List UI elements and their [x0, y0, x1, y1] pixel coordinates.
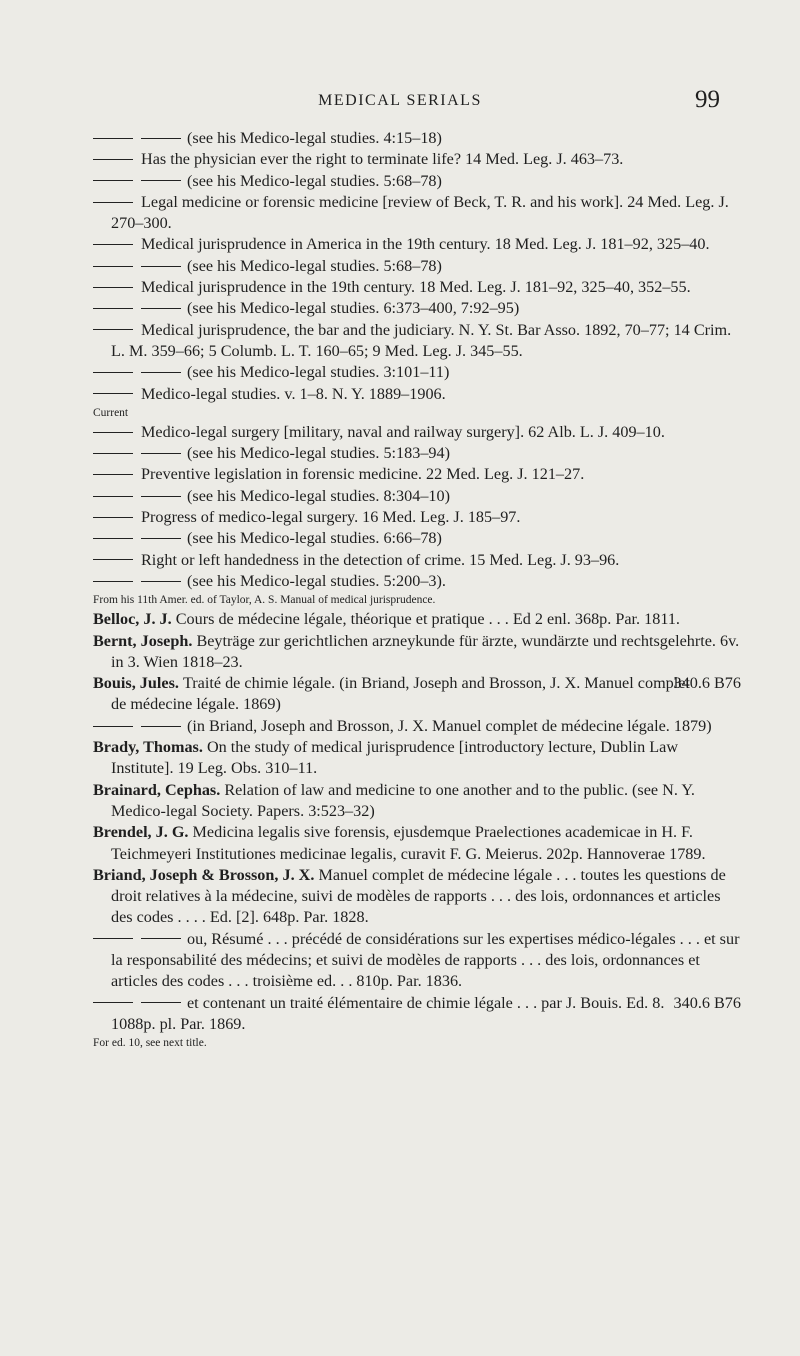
ditto-dash: [93, 329, 133, 330]
running-head: [0, 86, 800, 116]
ditto-dash: [93, 538, 133, 539]
author-name: Bouis, Jules.: [93, 674, 179, 693]
sub-entry: [93, 128, 741, 149]
ditto-dash: [93, 138, 133, 139]
ditto-dash: [141, 938, 181, 939]
ditto-dash: [93, 559, 133, 560]
sub-entry: [93, 234, 741, 255]
ditto-dash: [141, 308, 181, 309]
entry-text: Beyträge zur gerichtlichen arzneykunde für ärzte, wundärzte und rechtsgelehrte. 6v. in 3. Wien 1818–23.: [111, 631, 740, 671]
sub-entry: [93, 256, 741, 277]
ditto-dash: [141, 453, 181, 454]
sub-entry: [93, 528, 741, 549]
sub-entry: [93, 486, 741, 507]
ditto-dash: [141, 726, 181, 727]
sub-entry: [93, 443, 741, 464]
ditto-dash: [93, 287, 133, 288]
ditto-dash: [93, 581, 133, 582]
ditto-dash: [141, 1002, 181, 1003]
author-entry: [93, 865, 741, 929]
entry-note: Current: [93, 406, 129, 419]
ditto-dash: [93, 372, 133, 373]
entry-text: Medicina legalis sive forensis, ejusdemque Praelectiones academicae in H. F. Teichmeyeri Institutiones medicinae legalis, curavit F. G. Meierus. 202p. Hannoverae 1789.: [111, 823, 706, 863]
entry-text: Progress of medico-legal surgery. 16 Med. Leg. J. 185–97.: [141, 508, 521, 527]
bibliography-entries: [93, 128, 741, 1052]
ditto-dash: [93, 202, 133, 203]
sub-entry: [93, 550, 741, 571]
sub-entry: [93, 716, 741, 737]
entry-note: From his 11th Amer. ed. of Taylor, A. S. Manual of medical jurisprudence.: [93, 594, 436, 607]
sub-entry: [93, 362, 741, 383]
entry-note: For ed. 10, see next title.: [93, 1037, 207, 1050]
entry-text: Cours de médecine légale, théorique et pratique . . . Ed 2 enl. 368p. Par. 1811.: [175, 610, 680, 629]
sub-entry: [93, 298, 741, 319]
sub-entry: [93, 384, 741, 405]
ditto-dash: [93, 180, 133, 181]
page-number: 99: [695, 86, 720, 113]
entry-text: Relation of law and medicine to one another and to the public. (see N. Y. Medico-legal Society. Papers. 3:523–32): [111, 780, 695, 820]
ditto-dash: [141, 266, 181, 267]
entry-text: (see his Medico-legal studies. 5:68–78): [187, 256, 442, 275]
ditto-dash: [93, 474, 133, 475]
sub-entry: [93, 507, 741, 528]
running-title: MEDICAL SERIALS: [318, 92, 482, 109]
author-entry: [93, 673, 741, 716]
ditto-dash: [141, 138, 181, 139]
sub-entry: [93, 464, 741, 485]
entry-text: Medical jurisprudence in America in the 19th century. 18 Med. Leg. J. 181–92, 325–40.: [141, 235, 710, 254]
ditto-dash: [93, 308, 133, 309]
sub-entry: [93, 929, 741, 993]
entry-text: (see his Medico-legal studies. 4:15–18): [187, 129, 442, 147]
entry-text: (see his Medico-legal studies. 5:68–78): [187, 171, 442, 190]
sub-entry: [93, 277, 741, 298]
sub-entry: [93, 993, 741, 1036]
entry-text: (see his Medico-legal studies. 8:304–10): [187, 486, 450, 505]
author-name: Bernt, Joseph.: [93, 631, 193, 650]
ditto-dash: [93, 726, 133, 727]
ditto-dash: [93, 393, 133, 394]
sub-entry: [93, 149, 741, 170]
entry-text: Legal medicine or forensic medicine [review of Beck, T. R. and his work]. 24 Med. Leg. J. 270–300.: [111, 192, 729, 233]
ditto-dash: [141, 496, 181, 497]
sub-entry: [93, 171, 741, 192]
author-name: Brainard, Cephas.: [93, 780, 221, 799]
sub-entry: [93, 192, 741, 235]
ditto-dash: [93, 1002, 133, 1003]
author-name: Belloc, J. J.: [93, 610, 172, 629]
ditto-dash: [141, 372, 181, 373]
author-entry: [93, 822, 741, 865]
ditto-dash: [141, 538, 181, 539]
entry-text: et contenant un traité élémentaire de chimie légale . . . par J. Bouis. Ed. 8. 1088p. pl. Par. 1869.: [111, 993, 665, 1033]
entry-text: (see his Medico-legal studies. 6:66–78): [187, 529, 442, 548]
author-name: Brendel, J. G.: [93, 823, 189, 842]
entry-text: (in Briand, Joseph and Brosson, J. X. Manuel complet de médecine légale. 1879): [187, 716, 712, 735]
author-name: Briand, Joseph & Brosson, J. X.: [93, 865, 315, 884]
ditto-dash: [93, 496, 133, 497]
call-number: 340.6 B76: [673, 993, 741, 1012]
ditto-dash: [93, 517, 133, 518]
author-entry: [93, 737, 741, 780]
entry-text: Preventive legislation in forensic medicine. 22 Med. Leg. J. 121–27.: [141, 465, 585, 484]
ditto-dash: [141, 180, 181, 181]
sub-entry: [93, 422, 741, 443]
entry-text: Right or left handedness in the detection of crime. 15 Med. Leg. J. 93–96.: [141, 550, 620, 569]
ditto-dash: [93, 453, 133, 454]
entry-text: Medical jurisprudence in the 19th century. 18 Med. Leg. J. 181–92, 325–40, 352–55.: [141, 278, 691, 297]
call-number: 340.6 B76: [673, 674, 741, 693]
entry-text: Traité de chimie légale. (in Briand, Joseph and Brosson, J. X. Manuel complet de médecine légale. 1869): [111, 674, 690, 714]
entry-text: (see his Medico-legal studies. 5:183–94): [187, 444, 450, 463]
author-entry: [93, 631, 741, 674]
ditto-dash: [141, 581, 181, 582]
entry-text: (see his Medico-legal studies. 3:101–11): [187, 363, 450, 382]
ditto-dash: [93, 244, 133, 245]
author-entry: [93, 780, 741, 823]
author-name: Brady, Thomas.: [93, 738, 203, 757]
ditto-dash: [93, 432, 133, 433]
entry-text: (see his Medico-legal studies. 6:373–400, 7:92–95): [187, 299, 520, 318]
entry-text: (see his Medico-legal studies. 5:200–3).: [187, 571, 446, 590]
ditto-dash: [93, 938, 133, 939]
entry-text: Has the physician ever the right to terminate life? 14 Med. Leg. J. 463–73.: [141, 150, 624, 169]
ditto-dash: [93, 159, 133, 160]
sub-entry: [93, 320, 741, 363]
entry-text: ou, Résumé . . . précédé de considérations sur les expertises médico-légales . . . et sur la responsabilité des médecins; et suivi de modèles de rapports . . . des lois, ordonnances et articles des codes . . . troisième ed. . . 810p. Par. 1836.: [111, 929, 740, 991]
entry-text: On the study of medical jurisprudence [introductory lecture, Dublin Law Institute]. 19 Leg. Obs. 310–11.: [111, 738, 679, 778]
entry-text: Medico-legal studies. v. 1–8. N. Y. 1889–1906.: [141, 384, 446, 403]
entry-text: Medico-legal surgery [military, naval and railway surgery]. 62 Alb. L. J. 409–10.: [141, 422, 665, 441]
sub-entry: [93, 571, 741, 592]
entry-text: Manuel complet de médecine légale . . . toutes les questions de droit relatives à la médecine, suivi de modèles de rapports . . . des lois, ordonnances et articles des codes . . . . Ed. [2]. 648p. Par. 1828.: [111, 865, 726, 927]
ditto-dash: [93, 266, 133, 267]
entry-text: Medical jurisprudence, the bar and the judiciary. N. Y. St. Bar Asso. 1892, 70–77; 14 Crim. L. M. 359–66; 5 Columb. L. T. 160–65; 9 Med. Leg. J. 345–55.: [111, 320, 732, 360]
author-entry: [93, 609, 741, 630]
